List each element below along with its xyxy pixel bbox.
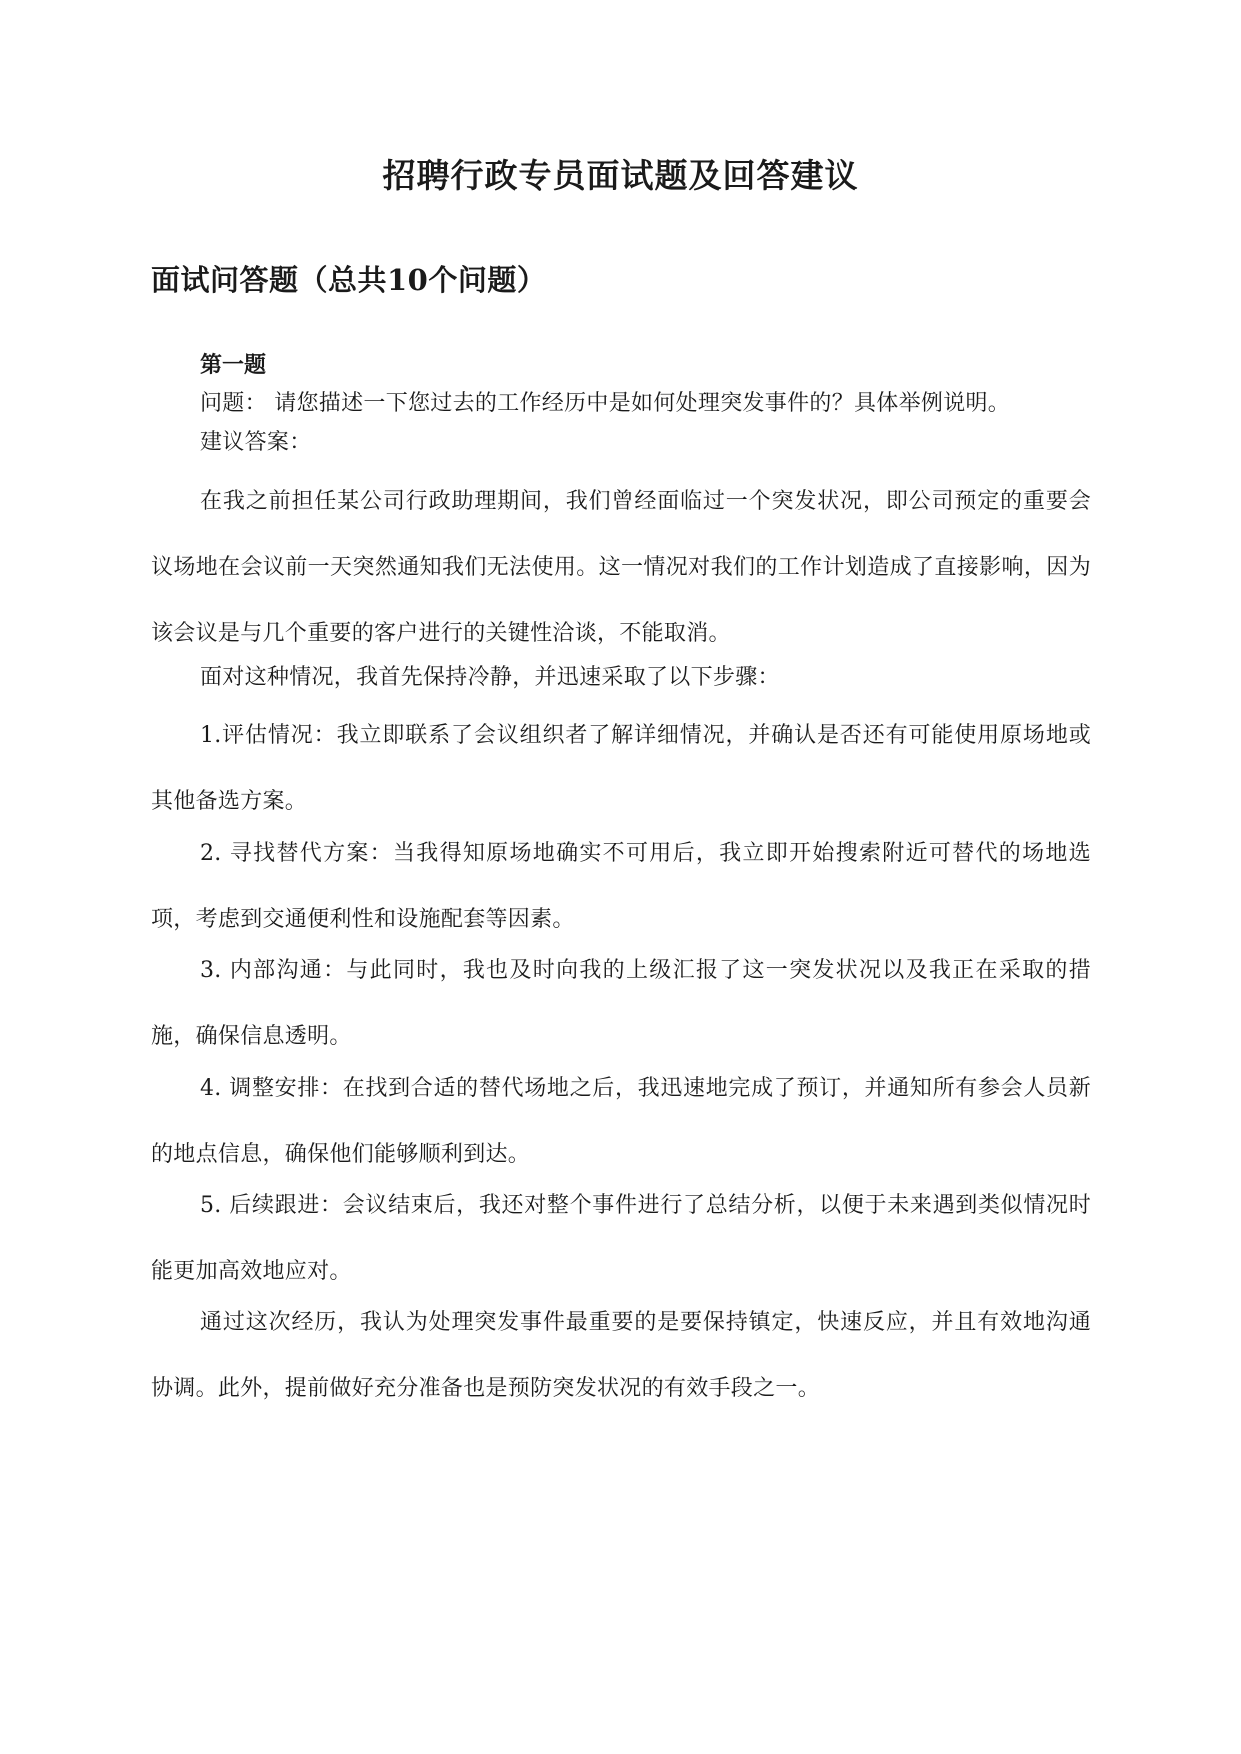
page-title: 招聘行政专员面试题及回答建议 [382,156,859,195]
answer-paragraph-intro: 在我之前担任某公司行政助理期间，我们曾经面临过一个突发状况，即公司预定的重要会议场地在会议前一天突然通知我们无法使用。这一情况对我们的工作计划造成了直接影响，因为该会议是与几个重要的客户进行的关键性洽谈，不能取消。 [151,489,1091,646]
question-text: 问题： 请您描述一下您过去的工作经历中是如何处理突发事件的？具体举例说明。 [200,391,1011,416]
section-heading: 面试问答题（总共10个问题） [151,263,547,297]
answer-step-2: 2. 寻找替代方案：当我得知原场地确实不可用后，我立即开始搜索附近可替代的场地选项，考虑到交通便利性和设施配套等因素。 [151,841,1091,932]
answer-step-4: 4. 调整安排：在找到合适的替代场地之后，我迅速地完成了预订，并通知所有参会人员新的地点信息，确保他们能够顺利到达。 [151,1076,1091,1167]
question-heading: 第一题 [200,352,267,378]
answer-label: 建议答案： [200,430,312,455]
answer-paragraph-steps-intro: 面对这种情况，我首先保持冷静，并迅速采取了以下步骤： [200,665,780,690]
answer-step-5: 5. 后续跟进：会议结束后，我还对整个事件进行了总结分析，以便于未来遇到类似情况时能更加高效地应对。 [151,1193,1091,1284]
answer-step-3: 3. 内部沟通：与此同时，我也及时向我的上级汇报了这一突发状况以及我正在采取的措施，确保信息透明。 [151,958,1091,1049]
answer-step-1: 1.评估情况：我立即联系了会议组织者了解详细情况，并确认是否还有可能使用原场地或其他备选方案。 [151,723,1091,814]
answer-conclusion: 通过这次经历，我认为处理突发事件最重要的是要保持镇定，快速反应，并且有效地沟通协调。此外，提前做好充分准备也是预防突发状况的有效手段之一。 [151,1310,1091,1401]
